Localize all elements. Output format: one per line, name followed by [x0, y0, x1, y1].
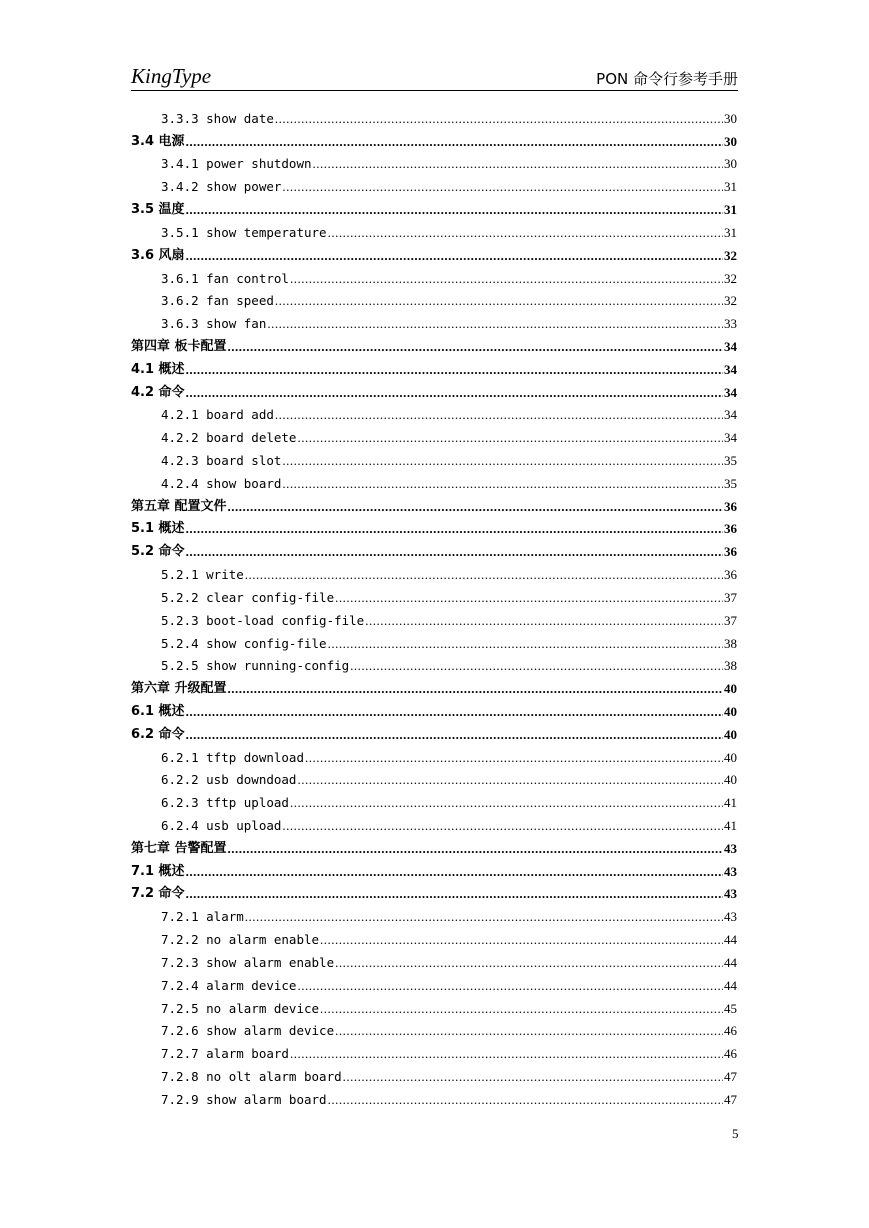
toc-dot-leader: [186, 704, 723, 720]
toc-entry-page: 40: [724, 749, 737, 765]
toc-dot-leader: [282, 453, 723, 469]
toc-entry-label: 4.2.1 board add: [161, 407, 274, 423]
toc-dot-leader: [186, 134, 723, 150]
toc-entry-label: 7.2.4 alarm device: [161, 977, 297, 993]
toc-entry-label: 5.1 概述: [131, 521, 185, 537]
toc-entry[interactable]: [131, 1062, 737, 1085]
toc-entry[interactable]: [131, 880, 737, 903]
toc-dot-leader: [335, 1023, 723, 1039]
toc-entry-label: 3.5.1 show temperature: [161, 224, 327, 240]
toc-entry-page: 35: [724, 475, 737, 491]
toc-entry[interactable]: [131, 195, 737, 218]
toc-entry-page: 31: [724, 179, 737, 195]
toc-dot-leader: [328, 1092, 723, 1108]
toc-entry-page: 43: [724, 909, 737, 925]
toc-entry[interactable]: [131, 309, 737, 332]
toc-entry[interactable]: [131, 537, 737, 560]
toc-dot-leader: [186, 362, 723, 378]
toc-entry-label: 5.2.3 boot-load config-file: [161, 612, 365, 628]
toc-entry-label: 7.2.8 no olt alarm board: [161, 1068, 342, 1084]
toc-entry[interactable]: [131, 583, 737, 606]
table-of-contents: [131, 104, 737, 1108]
toc-dot-leader: [275, 111, 723, 127]
toc-entry-label: 6.2.3 tftp upload: [161, 795, 289, 811]
toc-entry-label: 7.2.5 no alarm device: [161, 1000, 320, 1016]
toc-dot-leader: [186, 886, 723, 902]
toc-dot-leader: [328, 225, 723, 241]
toc-entry-label: 第五章 配置文件: [131, 498, 227, 514]
toc-entry-page: 47: [724, 1091, 737, 1107]
toc-entry-page: 34: [724, 407, 737, 423]
toc-entry[interactable]: [131, 172, 737, 195]
page-header: [131, 62, 738, 91]
toc-entry-label: 3.6.2 fan speed: [161, 293, 274, 309]
toc-dot-leader: [297, 430, 723, 446]
toc-entry-page: 35: [724, 453, 737, 468]
toc-entry-page: 31: [724, 224, 737, 240]
toc-entry-label: 7.2.9 show alarm board: [161, 1091, 327, 1107]
toc-entry-page: 38: [724, 658, 737, 674]
toc-entry-label: 3.6.1 fan control: [161, 270, 289, 286]
toc-entry[interactable]: [131, 674, 737, 697]
toc-entry-label: 4.1 概述: [131, 361, 185, 377]
toc-entry-label: 7.2.1 alarm: [161, 909, 244, 925]
toc-entry-page: 46: [724, 1046, 737, 1062]
toc-entry[interactable]: [131, 697, 737, 720]
toc-entry-label: 3.4.2 show power: [161, 179, 282, 195]
toc-entry-label: 5.2.5 show running-config: [161, 658, 350, 674]
toc-entry-page: 44: [724, 932, 737, 948]
toc-entry-label: 3.3.3 show date: [161, 110, 274, 126]
toc-entry-page: 30: [724, 156, 737, 172]
toc-entry[interactable]: [131, 766, 737, 789]
toc-dot-leader: [282, 476, 723, 492]
toc-dot-leader: [290, 795, 723, 811]
toc-entry-page: 41: [724, 818, 737, 833]
toc-entry-label: 第七章 告警配置: [131, 840, 227, 856]
toc-dot-leader: [297, 772, 723, 788]
toc-entry-page: 46: [724, 1023, 737, 1039]
toc-entry-label: 5.2 命令: [131, 544, 185, 560]
toc-entry-page: 36: [724, 498, 737, 514]
toc-dot-leader: [320, 1001, 723, 1017]
toc-dot-leader: [186, 727, 723, 743]
toc-entry[interactable]: [131, 994, 737, 1017]
toc-entry-page: 33: [724, 316, 737, 332]
toc-entry-page: 43: [724, 863, 737, 879]
toc-dot-leader: [228, 681, 723, 697]
toc-entry[interactable]: [131, 857, 737, 880]
toc-entry-label: 7.2.3 show alarm enable: [161, 954, 335, 970]
toc-entry[interactable]: [131, 150, 737, 173]
toc-entry[interactable]: [131, 469, 737, 492]
toc-entry-label: 3.4.1 power shutdown: [161, 156, 312, 172]
toc-dot-leader: [186, 385, 723, 401]
toc-dot-leader: [228, 499, 723, 515]
toc-entry-label: 5.2.4 show config-file: [161, 635, 327, 651]
toc-entry-label: 4.2.2 board delete: [161, 430, 297, 446]
toc-entry[interactable]: [131, 743, 737, 766]
toc-entry[interactable]: [131, 629, 737, 652]
toc-entry[interactable]: [131, 104, 737, 127]
toc-entry[interactable]: [131, 423, 737, 446]
toc-dot-leader: [343, 1069, 723, 1085]
toc-entry-page: 32: [724, 270, 737, 286]
toc-entry-page: 34: [724, 384, 737, 400]
brand-name: KingType: [131, 64, 212, 88]
toc-dot-leader: [282, 818, 723, 834]
toc-dot-leader: [245, 567, 723, 583]
toc-entry-label: 3.6.3 show fan: [161, 316, 267, 332]
toc-entry[interactable]: [131, 788, 737, 811]
toc-entry-page: 38: [724, 635, 737, 651]
toc-dot-leader: [297, 978, 723, 994]
toc-entry-page: 34: [724, 338, 737, 354]
toc-entry-page: 36: [724, 521, 737, 537]
toc-entry-page: 34: [724, 430, 737, 446]
toc-entry-label: 6.2.2 usb downdoad: [161, 772, 297, 788]
toc-entry[interactable]: [131, 720, 737, 743]
toc-dot-leader: [275, 293, 723, 309]
toc-entry-page: 44: [724, 977, 737, 993]
toc-entry[interactable]: [131, 948, 737, 971]
toc-dot-leader: [245, 909, 723, 925]
toc-entry-label: 6.1 概述: [131, 703, 185, 719]
toc-entry-page: 37: [724, 589, 737, 605]
toc-entry-page: 30: [724, 133, 737, 149]
toc-dot-leader: [186, 248, 723, 264]
toc-entry-label: 3.4 电源: [131, 133, 185, 149]
toc-entry[interactable]: [131, 446, 737, 469]
toc-entry[interactable]: [131, 218, 737, 241]
toc-dot-leader: [313, 156, 723, 172]
toc-dot-leader: [335, 955, 723, 971]
toc-entry[interactable]: [131, 241, 737, 264]
toc-entry[interactable]: [131, 560, 737, 583]
toc-entry-page: 41: [724, 795, 737, 811]
toc-dot-leader: [328, 636, 723, 652]
toc-entry-page: 34: [724, 361, 737, 377]
page-number: 5: [732, 1126, 739, 1141]
toc-dot-leader: [290, 271, 723, 287]
toc-entry[interactable]: [131, 834, 737, 857]
toc-dot-leader: [320, 932, 723, 948]
toc-entry-page: 40: [724, 703, 737, 719]
toc-entry[interactable]: [131, 378, 737, 401]
toc-entry[interactable]: [131, 401, 737, 424]
toc-dot-leader: [228, 841, 723, 857]
toc-entry-label: 5.2.2 clear config-file: [161, 589, 335, 605]
toc-entry-page: 45: [724, 1000, 737, 1016]
toc-entry[interactable]: [131, 1017, 737, 1040]
toc-dot-leader: [290, 1046, 723, 1062]
toc-entry-page: 30: [724, 110, 737, 126]
toc-entry-label: 7.1 概述: [131, 863, 185, 879]
toc-entry-label: 7.2.7 alarm board: [161, 1046, 289, 1062]
toc-entry[interactable]: [131, 606, 737, 629]
toc-entry-label: 第六章 升级配置: [131, 681, 227, 697]
toc-dot-leader: [267, 316, 723, 332]
toc-entry[interactable]: [131, 971, 737, 994]
toc-dot-leader: [186, 202, 723, 218]
toc-entry[interactable]: [131, 652, 737, 675]
toc-entry[interactable]: [131, 902, 737, 925]
toc-entry-page: 32: [724, 293, 737, 309]
toc-entry-label: 6.2.4 usb upload: [161, 818, 282, 833]
toc-dot-leader: [275, 407, 723, 423]
toc-entry[interactable]: [131, 287, 737, 310]
toc-entry-page: 36: [724, 544, 737, 560]
toc-dot-leader: [228, 339, 723, 355]
toc-entry-label: 7.2.6 show alarm device: [161, 1023, 335, 1039]
toc-entry-page: 32: [724, 247, 737, 263]
toc-dot-leader: [305, 750, 723, 766]
toc-entry-label: 4.2.4 show board: [161, 475, 282, 491]
document-title: PON 命令行参考手册: [596, 70, 738, 88]
toc-entry-page: 37: [724, 612, 737, 628]
toc-entry-label: 5.2.1 write: [161, 567, 244, 583]
toc-dot-leader: [282, 179, 723, 195]
toc-entry[interactable]: [131, 355, 737, 378]
toc-entry-label: 3.5 温度: [131, 202, 185, 218]
toc-entry[interactable]: [131, 1039, 737, 1062]
toc-entry-label: 第四章 板卡配置: [131, 338, 227, 354]
toc-entry-label: 7.2.2 no alarm enable: [161, 932, 320, 948]
toc-entry-label: 6.2 命令: [131, 726, 185, 742]
toc-entry[interactable]: [131, 492, 737, 515]
toc-entry-page: 43: [724, 886, 737, 902]
toc-entry[interactable]: [131, 515, 737, 538]
toc-entry-label: 3.6 风扇: [131, 247, 185, 263]
toc-entry-page: 40: [724, 772, 737, 788]
toc-entry-page: 43: [724, 840, 737, 856]
toc-entry-page: 31: [724, 202, 737, 218]
toc-entry-page: 36: [724, 567, 737, 583]
toc-dot-leader: [186, 864, 723, 880]
toc-entry-label: 7.2 命令: [131, 886, 185, 902]
toc-entry[interactable]: [131, 811, 737, 834]
toc-entry-label: 4.2.3 board slot: [161, 453, 282, 468]
toc-dot-leader: [365, 613, 723, 629]
toc-dot-leader: [350, 658, 723, 674]
toc-entry[interactable]: [131, 264, 737, 287]
toc-dot-leader: [186, 521, 723, 537]
toc-entry-label: 4.2 命令: [131, 384, 185, 400]
toc-entry-page: 44: [724, 954, 737, 970]
toc-entry[interactable]: [131, 925, 737, 948]
toc-dot-leader: [335, 590, 723, 606]
toc-entry-page: 40: [724, 681, 737, 697]
toc-dot-leader: [186, 544, 723, 560]
toc-entry[interactable]: [131, 332, 737, 355]
toc-entry-page: 47: [724, 1068, 737, 1084]
toc-entry[interactable]: [131, 1085, 737, 1108]
toc-entry-page: 40: [724, 726, 737, 742]
toc-entry[interactable]: [131, 127, 737, 150]
toc-entry-label: 6.2.1 tftp download: [161, 749, 304, 765]
